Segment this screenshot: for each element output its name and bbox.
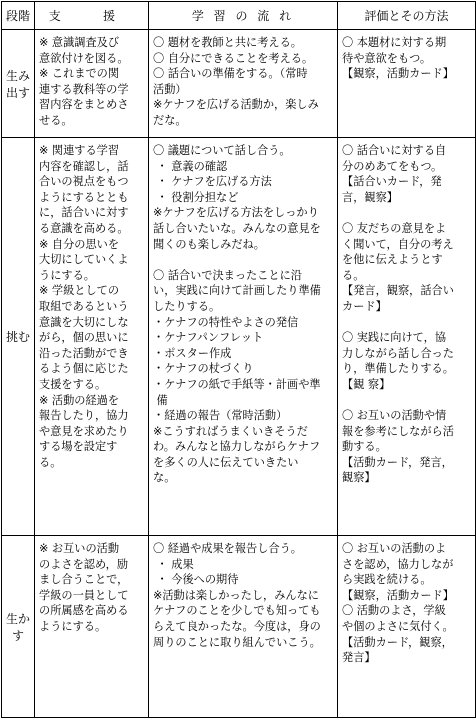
header-stage: 段階 xyxy=(2,2,35,30)
lesson-plan-table xyxy=(1,1,476,718)
header-support: 支 援 xyxy=(35,2,149,30)
support-cell: ※ 関連する学習 内容を確認し，話 合いの視点をもつ ようにするととも に，話合いに対す る意識を高める。 ※ 自分の思いを 大切にしていくよ うにする。 ※ 学級としての 取組であるという 意識を大切にしな がら，個の思いに 沿った活動ができ るよう個に応じた 支援をする。 ※ 活動の経過を 報告したり，協力 や意見を求めたり する場を設定す る。 xyxy=(35,138,149,536)
learning-cell: 〇 経過や成果を報告し合う。 ・ 成果 ・ 今後への期待 ※活動は楽しかったし，みんなに ケナフのことを少しでも知っても らえて良かったな。今度は，身の 周りのことに取り組んでいこう。 xyxy=(149,536,338,718)
stage-label: 挑む xyxy=(5,330,30,344)
support-cell: ※ お互いの活動 のよさを認め，励 まし合うことで， 学級の一員として の所属感を高める ようにする。 xyxy=(35,536,149,718)
evaluation-cell: 〇 本題材に対する期 待や意欲をもつ。 【観察，活動カード】 xyxy=(338,30,476,138)
header-learning-flow: 学 習 の 流 れ xyxy=(149,2,338,30)
stage-label: 生み 出す xyxy=(5,68,30,100)
stage-cell xyxy=(2,30,35,138)
support-cell: ※ 意識調査及び 意欲付けを図る。 ※ これまでの関 連する教科等の学 習内容をまとめさ せる。 xyxy=(35,30,149,138)
stage-cell xyxy=(2,138,35,536)
table-row xyxy=(2,30,476,138)
table-row xyxy=(2,536,476,718)
stage-cell xyxy=(2,536,35,718)
header-row xyxy=(2,2,476,30)
learning-cell: 〇 題材を教師と共に考える。 〇 自分にできることを考える。 〇 話合いの準備をする。（常時 活動） ※ケナフを広げる活動か，楽しみ だな。 xyxy=(149,30,338,138)
evaluation-cell: 〇 お互いの活動のよ さを認め，協力しなが ら実践を続ける。 【観察，活動カード】 〇 活動のよさ，学級 や個のよさに気付く。 【活動カード，観察， 発言】 xyxy=(338,536,476,718)
evaluation-cell: 〇 話合いに対する自 分のめあてをもつ。 【話合いカード，発 言，観察】 〇 友だちの意見をよ く聞いて，自分の考え を他に伝えようとす る。 【発言，観察，話合い カード】 〇 実践に向けて，協 力しながら話し合った り，準備したりする。 【観 察】 〇 お互いの活動や情 報を参考にしながら活 動する。 【活動カード，発言， 観察】 xyxy=(338,138,476,536)
header-evaluation: 評価とその方法 xyxy=(338,2,476,30)
stage-label: 生か す xyxy=(5,611,30,643)
learning-cell: 〇 議題について話し合う。 ・ 意義の確認 ・ ケナフを広げる方法 ・ 役割分担など ※ケナフを広げる方法をしっかり 話し合いたいな。みんなの意見を 聞くのも楽しみだね。 〇 話合いで決まったことに沿 い，実践に向けて計画したり準備 したりする。 ・ケナフの特性やよさの発信 ・ケナフパンフレット ・ポスター作成 ・ケナフの杖づくり ・ケナフの紙で手紙等・計画や準 備 ・経過の報告（常時活動） ※こうすればうまくいきそうだ わ。みんなと協力しながらケナフ を多くの人に伝えていきたい な。 xyxy=(149,138,338,536)
table-row xyxy=(2,138,476,536)
